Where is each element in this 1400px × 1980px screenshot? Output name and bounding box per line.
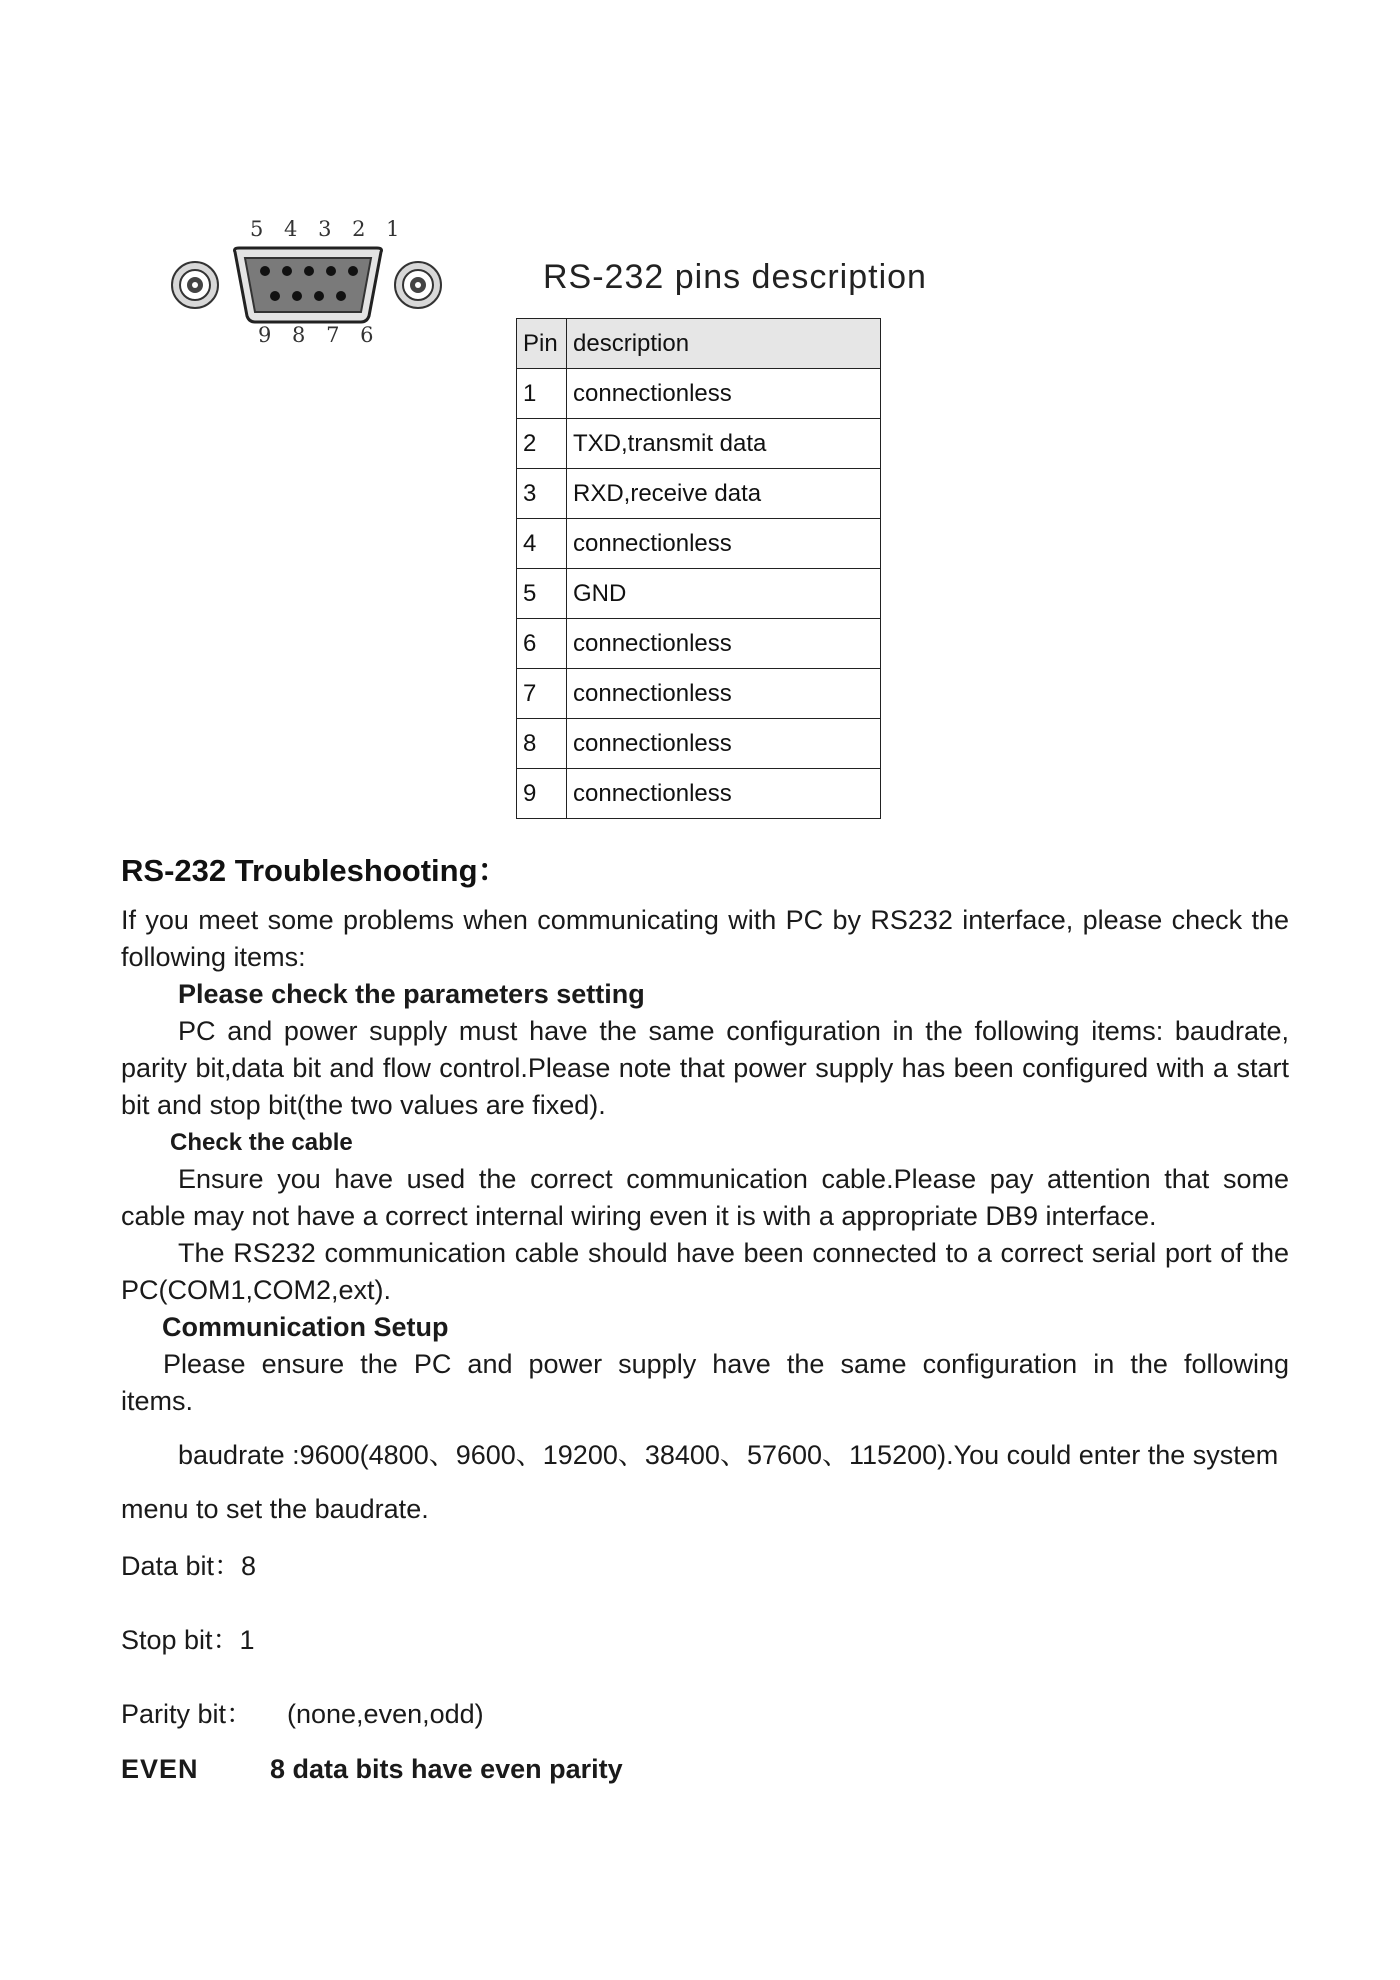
pins-table xyxy=(516,318,881,819)
table-row xyxy=(517,719,881,769)
parameters-paragraph: PC and power supply must have the same configuration in the following items: baudrate, parity bit,data bit and flow control.Please note that power supply has been configured with a start bit and stop bit(the two values are fixed). xyxy=(121,1016,1289,1120)
parameters-heading: Please check the parameters setting xyxy=(178,979,645,1009)
stop-bit-value: Stop bit：1 xyxy=(121,1625,255,1655)
parity-bit-values: (none,even,odd) xyxy=(287,1699,484,1729)
left-screw-icon xyxy=(172,262,218,308)
intro-paragraph: If you meet some problems when communicating with PC by RS232 interface, please check the following items: xyxy=(121,905,1289,972)
baudrate-line-2: menu to set the baudrate. xyxy=(121,1494,429,1524)
pin-cell: 6 xyxy=(517,619,567,669)
parity-bit-label: Parity bit： xyxy=(121,1699,254,1729)
even-description: 8 data bits have even parity xyxy=(270,1754,623,1784)
description-cell: connectionless xyxy=(567,769,881,819)
pin-cell: 3 xyxy=(517,469,567,519)
pin-cell: 8 xyxy=(517,719,567,769)
baudrate-line-1: baudrate :9600(4800、9600、19200、38400、57600、115200).You could enter the system xyxy=(178,1440,1279,1470)
description-cell: connectionless xyxy=(567,619,881,669)
column-header-pin: Pin xyxy=(517,319,567,369)
pins-table-title: RS-232 pins description xyxy=(543,258,927,296)
data-bit-value: Data bit：8 xyxy=(121,1551,257,1581)
pin-cell: 7 xyxy=(517,669,567,719)
cable-paragraph-2: The RS232 communication cable should have been connected to a correct serial port of the PC(COM1,COM2,ext). xyxy=(121,1238,1289,1305)
communication-setup-heading: Communication Setup xyxy=(162,1312,449,1342)
cable-heading: Check the cable xyxy=(170,1129,353,1156)
column-header-description: description xyxy=(567,319,881,369)
pin-cell: 5 xyxy=(517,569,567,619)
description-cell: connectionless xyxy=(567,369,881,419)
troubleshooting-heading: RS-232 Troubleshooting： xyxy=(121,853,509,888)
table-header-row xyxy=(517,319,881,369)
table-row xyxy=(517,519,881,569)
table-row xyxy=(517,669,881,719)
description-cell: RXD,receive data xyxy=(567,469,881,519)
top-pin-numbers: 5 4 3 2 1 xyxy=(250,217,407,241)
bottom-pin-numbers: 9 8 7 6 xyxy=(258,323,381,347)
description-cell: TXD,transmit data xyxy=(567,419,881,469)
pin-cell: 1 xyxy=(517,369,567,419)
table-row xyxy=(517,619,881,669)
description-cell: connectionless xyxy=(567,519,881,569)
pin-cell: 9 xyxy=(517,769,567,819)
description-cell: connectionless xyxy=(567,669,881,719)
table-row xyxy=(517,569,881,619)
cable-paragraph-1: Ensure you have used the correct communication cable.Please pay attention that some cable may not have a correct internal wiring even it is with a appropriate DB9 interface. xyxy=(121,1164,1289,1231)
table-row xyxy=(517,419,881,469)
right-screw-icon xyxy=(395,262,441,308)
description-cell: GND xyxy=(567,569,881,619)
table-row xyxy=(517,769,881,819)
db9-connector-image xyxy=(165,212,455,362)
even-label: EVEN xyxy=(121,1754,199,1784)
communication-paragraph: Please ensure the PC and power supply have the same configuration in the following items. xyxy=(121,1349,1289,1416)
table-row xyxy=(517,369,881,419)
pin-cell: 2 xyxy=(517,419,567,469)
description-cell: connectionless xyxy=(567,719,881,769)
pin-cell: 4 xyxy=(517,519,567,569)
table-row xyxy=(517,469,881,519)
